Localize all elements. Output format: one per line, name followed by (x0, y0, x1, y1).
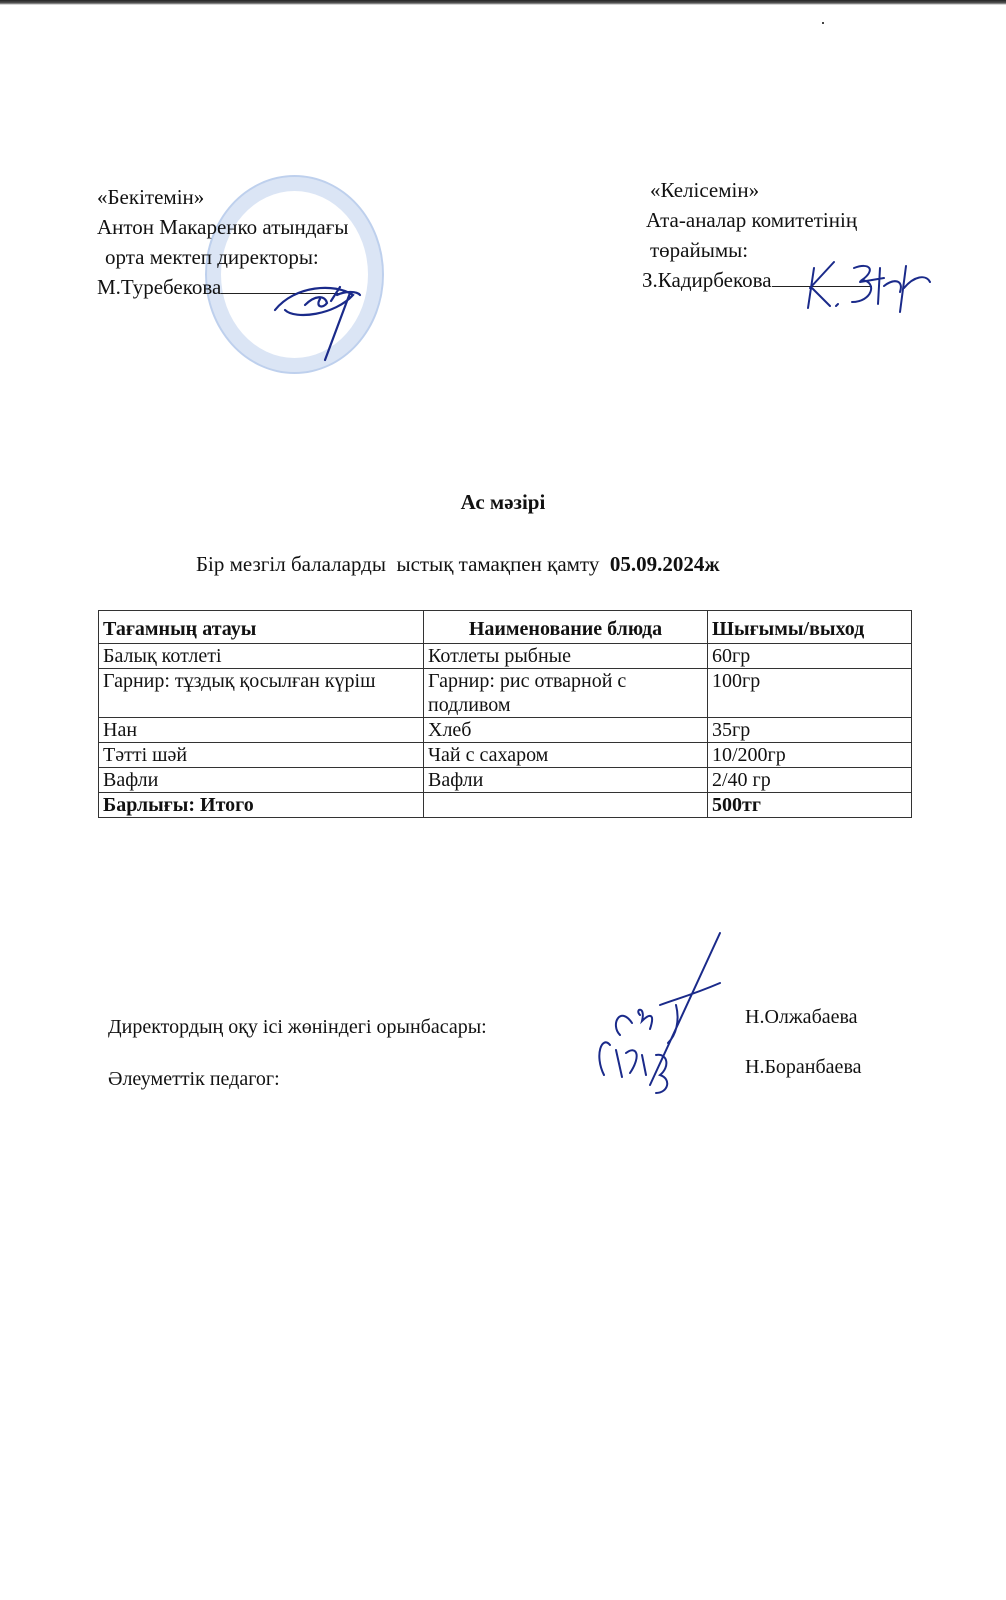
approval-right-signer-row (642, 265, 872, 295)
page-title: Ас мәзірі (460, 490, 546, 514)
table-total-row (99, 793, 912, 818)
approval-right (642, 175, 880, 295)
cell-kz: Гарнир: тұздық қосылған күріш (99, 669, 424, 718)
header-ru: Наименование блюда (424, 611, 708, 644)
cell-output: 35гр (708, 718, 912, 743)
cell-ru: Гарнир: рис отварной с подливом (424, 669, 708, 718)
approval-right-line1: Ата-аналар комитетінің (646, 208, 858, 232)
staff-role-1: Директордың оқу ісі жөніндегі орынбасары: (108, 1016, 487, 1038)
scan-speck (822, 22, 824, 24)
staff-signatures (580, 925, 740, 1100)
cell-ru: Вафли (424, 768, 708, 793)
staff-role-2: Әлеуметтік педагог: (108, 1068, 280, 1090)
cell-output: 2/40 гр (708, 768, 912, 793)
table-row (99, 768, 912, 793)
approval-left-signer: М.Туребекова (97, 275, 222, 299)
header-output: Шығымы/выход (708, 611, 912, 644)
cell-kz: Тәтті шәй (99, 743, 424, 768)
page-subtitle (196, 552, 720, 577)
cell-output: 60гр (708, 644, 912, 669)
cell-kz: Вафли (99, 768, 424, 793)
approval-right-label: «Келісемін» (650, 178, 760, 202)
total-value: 500тг (708, 793, 912, 818)
staff-name-2: Н.Боранбаева (745, 1056, 862, 1078)
total-empty-cell (424, 793, 708, 818)
cell-output: 10/200гр (708, 743, 912, 768)
approval-left (97, 182, 348, 302)
approval-left-line1: Антон Макаренко атындағы (97, 215, 349, 239)
menu-table (98, 610, 912, 818)
table-header-row (99, 611, 912, 644)
approval-left-signer-row (97, 272, 348, 302)
header-kz: Тағамның атауы (99, 611, 424, 644)
total-label: Барлығы: Итого (99, 793, 424, 818)
cell-kz: Балық котлеті (99, 644, 424, 669)
table-row (99, 743, 912, 768)
approval-left-label: «Бекітемін» (97, 185, 205, 209)
cell-output: 100гр (708, 669, 912, 718)
subtitle-text: Бір мезгіл балаларды ыстық тамақпен қамту (196, 552, 610, 576)
staff-name-1: Н.Олжабаева (745, 1006, 858, 1028)
approval-left-line2: орта мектеп директоры: (105, 245, 319, 269)
cell-ru: Хлеб (424, 718, 708, 743)
table-row (99, 669, 912, 718)
subtitle-date: 05.09.2024ж (609, 552, 720, 576)
cell-ru: Чай с сахаром (424, 743, 708, 768)
table-row (99, 718, 912, 743)
table-row (99, 644, 912, 669)
approval-right-signer: З.Кадирбекова (642, 268, 772, 292)
cell-ru: Котлеты рыбные (424, 644, 708, 669)
approval-right-line2: төрайымы: (650, 238, 749, 262)
signature-line (772, 266, 872, 287)
signature-line (221, 273, 339, 294)
cell-kz: Нан (99, 718, 424, 743)
scan-edge (0, 0, 1006, 5)
